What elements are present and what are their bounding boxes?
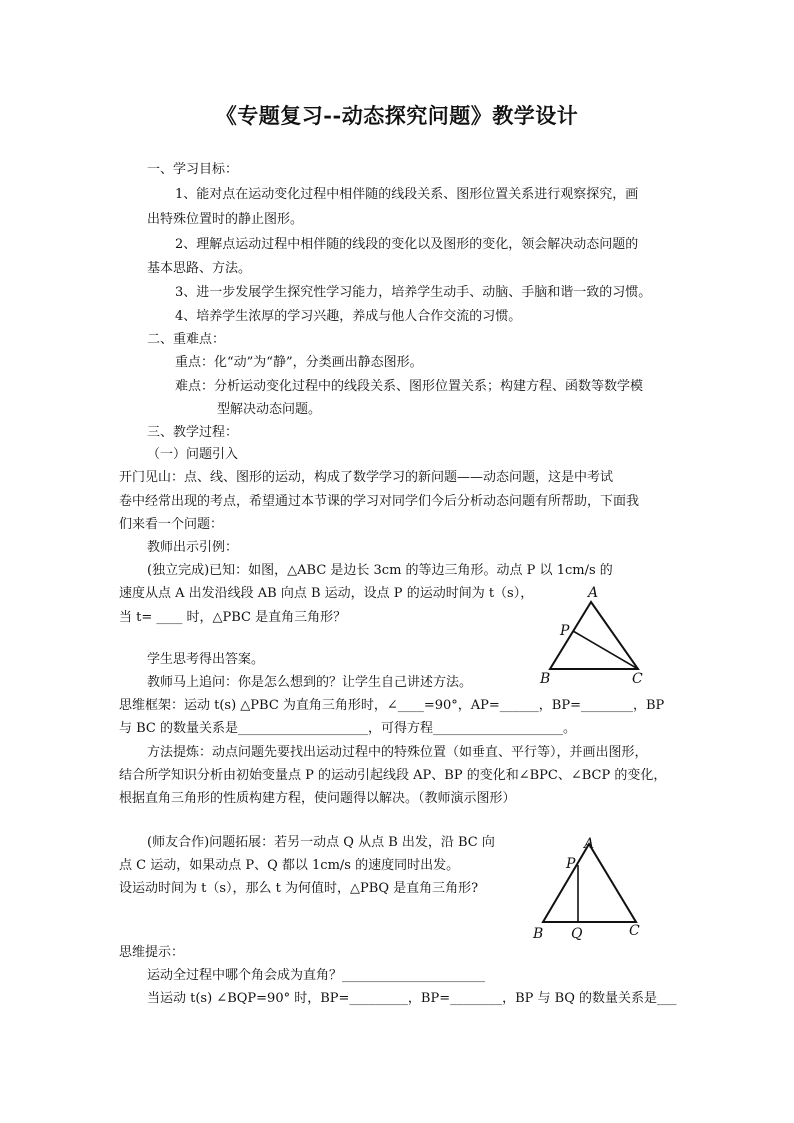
frame-line-1: 思维框架：运动 t(s) △PBC 为直角三角形时，∠____=90°，AP=______，BP=________，BP — [119, 698, 665, 713]
method-line-3: 根据直角三角形的性质构建方程，使问题得以解决。（教师演示图形） — [119, 791, 516, 806]
label-a: A — [584, 836, 595, 852]
example-line-2: 速度从点 A 出发沿线段 AB 向点 B 运动，设点 P 的运动时间为 t（s）， — [119, 586, 534, 601]
hint-line-1: 运动全过程中哪个角会成为直角？______________________ — [147, 968, 486, 983]
segment-pc — [573, 631, 638, 669]
label-p: P — [560, 623, 570, 639]
label-c: C — [632, 671, 643, 687]
intro-line-1: 开门见山：点、线、图形的运动，构成了数学学习的新问题——动态问题，这是中考试 — [119, 470, 614, 485]
goal-item-4: 4、培养学生浓厚的学习兴趣，养成与他人合作交流的习惯。 — [175, 309, 522, 324]
example-line-1: (独立完成)已知：如图，△ABC 是边长 3cm 的等边三角形。动点 P 以 1cm/s 的 — [147, 563, 613, 578]
subsection-intro: （一）问题引入 — [147, 447, 239, 462]
triangle-figure-2 — [528, 832, 648, 944]
frame-line-2: 与 BC 的数量关系是____________________，可得方程____________________。 — [119, 721, 577, 736]
section-heading-process: 三、教学过程： — [147, 425, 239, 440]
key-point: 重点：化“动”为“静”，分类画出静态图形。 — [175, 355, 423, 370]
difficult-point-line-1: 难点：分析运动变化过程中的线段关系、图形位置关系；构建方程、函数等数学模 — [175, 379, 644, 394]
goal-item-3: 3、进一步发展学生探究性学习能力，培养学生动手、动脑、手脑和谐一致的习惯。 — [175, 285, 652, 300]
method-line-1: 方法提炼：动点问题先要找出运动过程中的特殊位置（如垂直、平行等），并画出图形， — [147, 745, 648, 760]
triangle-figure-1 — [535, 582, 650, 687]
page-title: 《专题复习--动态探究问题》教学设计 — [215, 103, 579, 128]
hint-line-2: 当运动 t(s) ∠BQP=90° 时，BP=_________，BP=________，BP 与 BQ 的数量关系是___ — [147, 991, 677, 1006]
label-b: B — [540, 671, 551, 687]
student-think: 学生思考得出答案。 — [147, 652, 265, 667]
hint-heading: 思维提示： — [119, 945, 185, 960]
difficult-point-line-2: 型解决动态问题。 — [217, 402, 322, 417]
teacher-ask: 教师马上追问：你是怎么想到的？让学生自己讲述方法。 — [147, 675, 473, 690]
section-heading-keypoints: 二、重难点： — [147, 332, 226, 347]
intro-line-2: 卷中经常出现的考点，希望通过本节课的学习对同学们今后分析动态问题有所帮助，下面我 — [119, 494, 640, 509]
label-q: Q — [571, 926, 583, 942]
label-a: A — [588, 585, 599, 601]
section-heading-goals: 一、学习目标： — [147, 162, 239, 177]
goal-item-2-line-2: 基本思路、方法。 — [147, 261, 252, 276]
method-line-2: 结合所学知识分析由初始变量点 P 的运动引起线段 AP、BP 的变化和∠BPC、∠BCP 的变化， — [119, 768, 667, 783]
triangle-abc — [543, 844, 636, 922]
goal-item-2-line-1: 2、理解点运动过程中相伴随的线段的变化以及图形的变化，领会解决动态问题的 — [175, 237, 639, 252]
intro-line-3: 们来看一个问题： — [119, 517, 224, 532]
label-p: P — [566, 856, 576, 872]
goal-item-1-line-2: 出特殊位置时的静止图形。 — [147, 212, 304, 227]
example-label: 教师出示引例： — [147, 540, 239, 555]
goal-item-1-line-1: 1、能对点在运动变化过程中相伴随的线段关系、图形位置关系进行观察探究，画 — [175, 187, 639, 202]
example-line-3: 当 t= ____ 时，△PBC 是直角三角形？ — [119, 610, 347, 625]
extension-line-1: (师友合作)问题拓展：若另一动点 Q 从点 B 出发，沿 BC 向 — [147, 835, 495, 850]
label-b: B — [533, 926, 544, 942]
extension-line-2: 点 C 运动，如果动点 P、Q 都以 1cm/s 的速度同时出发。 — [119, 858, 460, 873]
extension-line-3: 设运动时间为 t（s），那么 t 为何值时，△PBQ 是直角三角形? — [119, 881, 479, 896]
label-c: C — [629, 923, 640, 939]
